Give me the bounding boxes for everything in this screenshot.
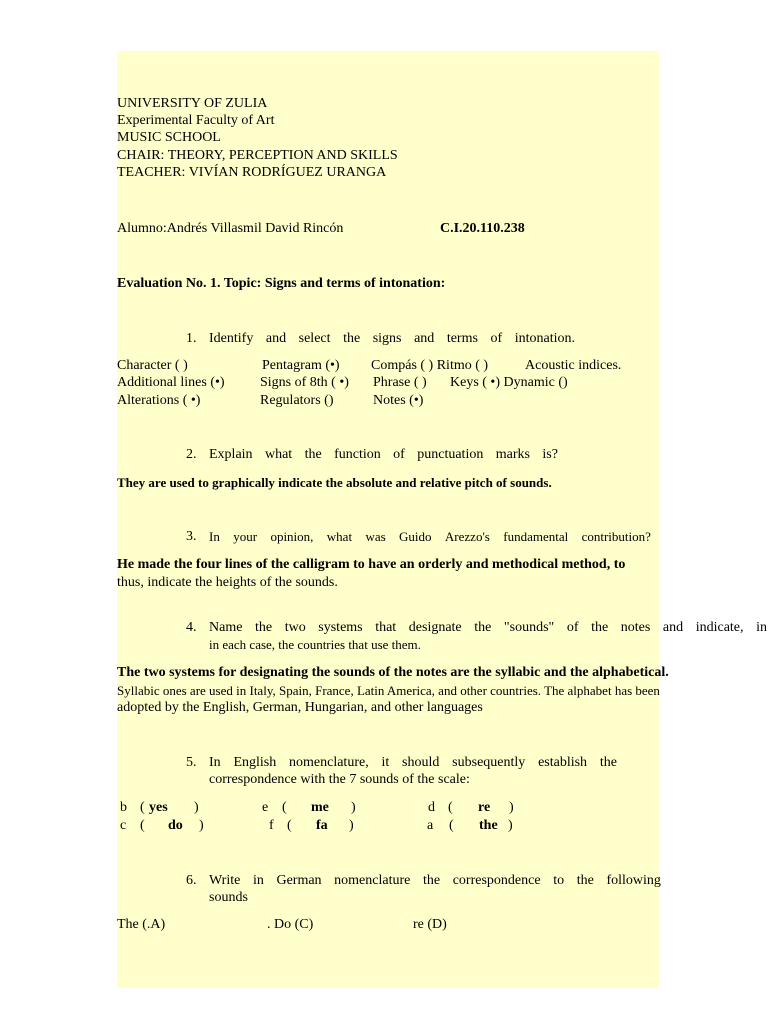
q5-paren-close: )	[349, 818, 354, 833]
q5-answer: fa	[316, 818, 328, 833]
q6-word: in	[252, 873, 264, 888]
q3-word: Arezzo's	[444, 529, 490, 544]
q5-letter: c	[120, 818, 127, 833]
q6-prompt	[209, 872, 661, 889]
q3-word: opinion,	[270, 529, 314, 544]
q1-option: Notes (•)	[373, 393, 424, 408]
q2-word: is?	[542, 447, 558, 462]
evaluation-title: Evaluation No. 1. Topic: Signs and terms of intonation:	[117, 276, 446, 291]
q5-paren-close: )	[508, 818, 513, 833]
q1-option: Keys ( •) Dynamic ()	[450, 375, 568, 390]
q1-option: Phrase ( )	[373, 375, 427, 390]
q3-word: was	[365, 529, 386, 544]
q6-item: re (D)	[413, 917, 447, 932]
q3-word: what	[326, 529, 353, 544]
q5-letter: b	[120, 800, 127, 815]
q5-paren-open: (	[140, 800, 145, 815]
q1-word: and	[265, 331, 287, 346]
q1-option: Compás ( ) Ritmo ( )	[371, 358, 489, 373]
q5-answer: me	[311, 800, 329, 815]
q5-paren-close: )	[509, 800, 514, 815]
q3-word: your	[233, 529, 258, 544]
q5-letter: f	[269, 818, 274, 833]
q1-option: Pentagram (•)	[262, 358, 340, 373]
q5-answer: the	[479, 818, 498, 833]
q4-word: indicate,	[695, 620, 744, 635]
q6-word: nomenclature	[334, 873, 411, 888]
q2-word: what	[264, 447, 293, 462]
q1-option: Additional lines (•)	[117, 375, 225, 390]
q3-number: 3.	[186, 529, 197, 544]
q6-word: following	[606, 873, 661, 888]
q2-word: of	[393, 447, 405, 462]
q1-word: signs	[372, 331, 402, 346]
q6-word: the	[422, 873, 441, 888]
q1-option: Character ( )	[117, 358, 188, 373]
q6-word: to	[553, 873, 565, 888]
q6-number: 6.	[186, 873, 197, 888]
q4-word: Name	[209, 620, 243, 635]
q1-option: Regulators ()	[260, 393, 334, 408]
q5-paren-open: (	[287, 818, 292, 833]
q3-prompt	[209, 528, 651, 545]
q4-word: and	[662, 620, 684, 635]
q4-word: designate	[408, 620, 462, 635]
q5-answer: yes	[149, 800, 168, 815]
document-page	[117, 51, 659, 988]
q2-word: the	[304, 447, 322, 462]
q1-number: 1.	[186, 331, 197, 346]
q6-item: . Do (C)	[267, 917, 314, 932]
q2-number: 2.	[186, 447, 197, 462]
q5-paren-open: (	[140, 818, 145, 833]
q3-word: contribution?	[581, 529, 651, 544]
q2-word: punctuation	[417, 447, 484, 462]
q2-answer: They are used to graphically indicate the absolute and relative pitch of sounds.	[117, 475, 552, 490]
q5-letter: d	[428, 800, 435, 815]
q5-paren-open: (	[448, 800, 453, 815]
q5-word: the	[599, 755, 617, 770]
faculty-name: Experimental Faculty of Art	[117, 113, 275, 128]
q5-letter: e	[262, 800, 269, 815]
q5-paren-open: (	[449, 818, 454, 833]
school-name: MUSIC SCHOOL	[117, 130, 221, 145]
q4-word: "sounds"	[503, 620, 555, 635]
q4-word: systems	[318, 620, 363, 635]
q4-prompt-line2: in each case, the countries that use them.	[209, 637, 421, 652]
q1-option: Signs of 8th ( •)	[260, 375, 349, 390]
q4-word: of	[566, 620, 579, 635]
q5-paren-open: (	[282, 800, 287, 815]
q5-word: In	[209, 755, 221, 770]
student-name: Alumno:Andrés Villasmil David Rincón	[117, 221, 344, 236]
q5-prompt	[209, 754, 617, 771]
q5-letter: a	[427, 818, 434, 833]
q1-prompt	[209, 330, 575, 347]
q1-word: and	[414, 331, 435, 346]
q6-word: German	[276, 873, 322, 888]
q5-word: should	[402, 755, 440, 770]
q5-paren-close: )	[199, 818, 204, 833]
q4-word: two	[284, 620, 306, 635]
q2-word: Explain	[209, 447, 253, 462]
teacher-name: TEACHER: VIVÍAN RODRÍGUEZ URANGA	[117, 165, 387, 180]
q5-number: 5.	[186, 755, 197, 770]
q5-word: English	[233, 755, 277, 770]
q4-answer-line3: adopted by the English, German, Hungarian, and other languages	[117, 700, 483, 715]
q3-word: fundamental	[503, 529, 569, 544]
q3-answer: He made the four lines of the calligram to have an orderly and methodical method, to	[117, 557, 626, 572]
q4-answer: The two systems for designating the sounds of the notes are the syllabic and the alphabetical.	[117, 665, 669, 680]
q1-word: the	[343, 331, 361, 346]
q5-prompt-line2: correspondence with the 7 sounds of the scale:	[209, 772, 470, 787]
q4-word: the	[255, 620, 273, 635]
q1-option: Acoustic indices.	[525, 358, 622, 373]
q4-word: in	[756, 620, 767, 635]
q1-option: Alterations ( •)	[117, 393, 201, 408]
q5-word: it	[381, 755, 390, 770]
q5-paren-close: )	[194, 800, 199, 815]
q1-word: select	[298, 331, 331, 346]
chair-name: CHAIR: THEORY, PERCEPTION AND SKILLS	[117, 148, 398, 163]
q4-prompt	[209, 619, 767, 636]
q4-answer-line2: Syllabic ones are used in Italy, Spain, France, Latin America, and other countries. The alphabet has been	[117, 683, 660, 698]
q1-word: intonation.	[514, 331, 575, 346]
q5-word: nomenclature,	[289, 755, 369, 770]
q1-word: Identify	[209, 331, 254, 346]
q4-word: the	[474, 620, 492, 635]
student-ci: C.I.20.110.238	[440, 221, 525, 236]
q1-word: of	[490, 331, 503, 346]
q3-answer-continued: thus, indicate the heights of the sounds.	[117, 575, 338, 590]
q2-prompt	[209, 446, 558, 463]
q6-word: correspondence	[452, 873, 541, 888]
q2-word: marks	[495, 447, 530, 462]
q5-paren-close: )	[351, 800, 356, 815]
q6-prompt-line2: sounds	[209, 890, 248, 905]
q6-word: Write	[209, 873, 241, 888]
q6-word: the	[576, 873, 594, 888]
q3-word: In	[209, 529, 220, 544]
q5-answer: do	[168, 818, 183, 833]
q4-word: the	[591, 620, 609, 635]
q6-item: The (.A)	[117, 917, 166, 932]
university-name: UNIVERSITY OF ZULIA	[117, 96, 268, 111]
q5-word: establish	[538, 755, 588, 770]
q5-answer: re	[478, 800, 491, 815]
q2-word: function	[334, 447, 381, 462]
q1-word: terms	[446, 331, 478, 346]
q4-number: 4.	[186, 620, 197, 635]
q4-word: notes	[620, 620, 651, 635]
q4-word: that	[375, 620, 397, 635]
q5-word: subsequently	[452, 755, 526, 770]
q3-word: Guido	[399, 529, 432, 544]
